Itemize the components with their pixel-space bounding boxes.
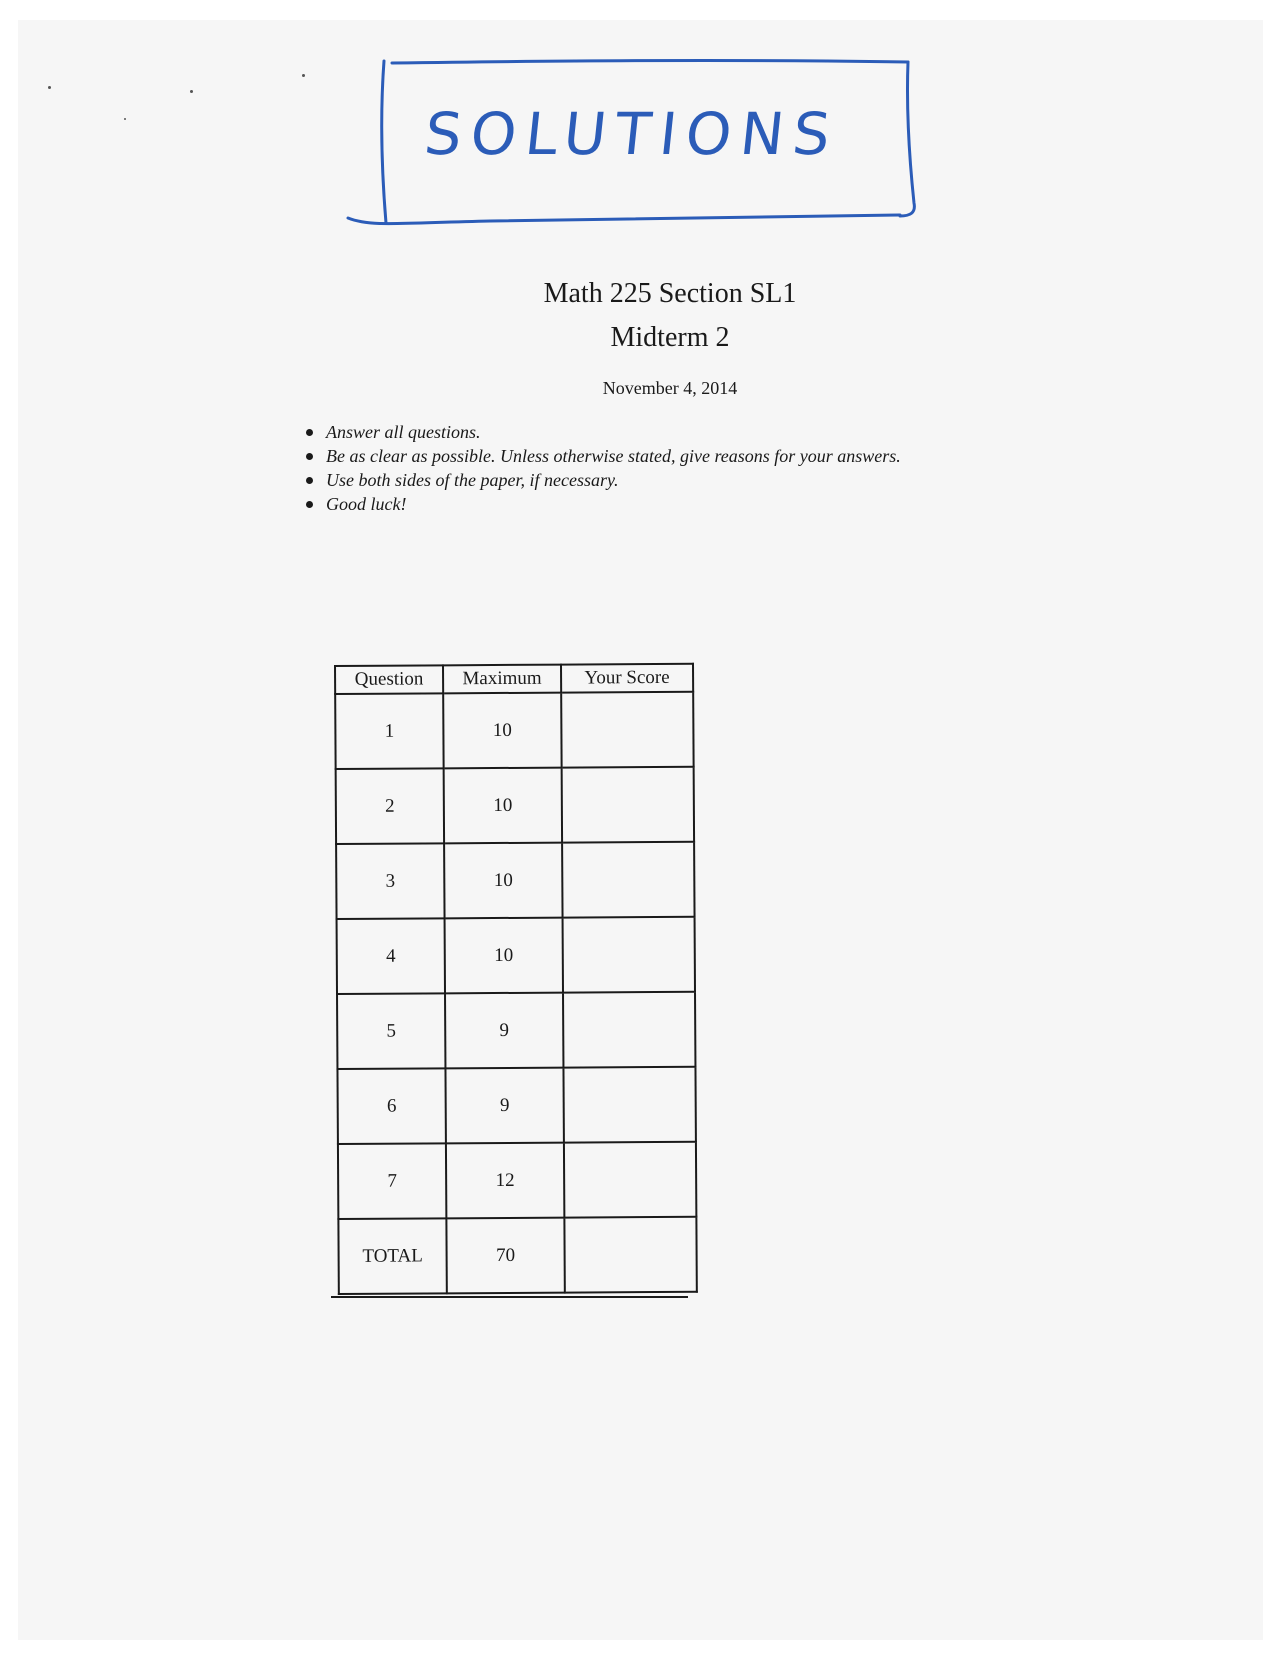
score-cell[interactable] bbox=[564, 1142, 696, 1218]
exam-title: Math 225 Section SL1 bbox=[543, 278, 797, 309]
total-maximum-cell: 70 bbox=[446, 1218, 564, 1294]
score-cell[interactable] bbox=[563, 1067, 695, 1143]
maximum-cell: 10 bbox=[443, 693, 561, 769]
instruction-item: Good luck! bbox=[302, 492, 901, 516]
table-bottom-rule bbox=[331, 1296, 688, 1298]
maximum-cell: 10 bbox=[445, 918, 563, 994]
question-cell: 7 bbox=[338, 1143, 446, 1219]
exam-date: November 4, 2014 bbox=[602, 378, 738, 398]
column-header-score: Your Score bbox=[561, 664, 693, 693]
table-row bbox=[337, 1067, 695, 1144]
maximum-cell: 10 bbox=[444, 843, 562, 919]
score-cell[interactable] bbox=[561, 692, 693, 768]
column-header-maximum: Maximum bbox=[443, 665, 561, 694]
scan-speck bbox=[124, 118, 126, 120]
score-cell[interactable] bbox=[562, 842, 694, 918]
question-cell: 6 bbox=[337, 1068, 445, 1144]
maximum-cell: 9 bbox=[445, 993, 563, 1069]
total-score-cell[interactable] bbox=[564, 1217, 696, 1293]
maximum-cell: 10 bbox=[444, 768, 562, 844]
question-cell: 3 bbox=[336, 843, 444, 919]
table-row bbox=[337, 992, 695, 1069]
table-row bbox=[336, 767, 694, 844]
table-row bbox=[338, 1142, 696, 1219]
table-row-total bbox=[338, 1217, 696, 1294]
score-table bbox=[334, 663, 698, 1295]
table-row bbox=[336, 842, 694, 919]
question-cell: 5 bbox=[337, 993, 445, 1069]
solutions-stamp: SOLUTIONS bbox=[421, 100, 843, 168]
instruction-item: Use both sides of the paper, if necessary. bbox=[302, 468, 901, 492]
score-cell[interactable] bbox=[563, 992, 695, 1068]
maximum-cell: 12 bbox=[446, 1143, 564, 1219]
instructions-list bbox=[302, 420, 901, 516]
scan-speck bbox=[302, 74, 305, 77]
table-row bbox=[335, 692, 693, 769]
question-cell: 4 bbox=[337, 918, 445, 994]
table-header-row bbox=[335, 664, 693, 694]
table-row bbox=[337, 917, 695, 994]
scan-speck bbox=[48, 86, 51, 89]
score-cell[interactable] bbox=[562, 767, 694, 843]
scan-speck bbox=[190, 90, 193, 93]
total-label-cell: TOTAL bbox=[338, 1218, 446, 1294]
maximum-cell: 9 bbox=[445, 1068, 563, 1144]
instruction-item: Answer all questions. bbox=[302, 420, 901, 444]
exam-subtitle: Midterm 2 bbox=[610, 322, 730, 353]
question-cell: 1 bbox=[335, 693, 443, 769]
question-cell: 2 bbox=[336, 768, 444, 844]
score-cell[interactable] bbox=[563, 917, 695, 993]
column-header-question: Question bbox=[335, 665, 443, 694]
instruction-item: Be as clear as possible. Unless otherwise stated, give reasons for your answers. bbox=[302, 444, 901, 468]
